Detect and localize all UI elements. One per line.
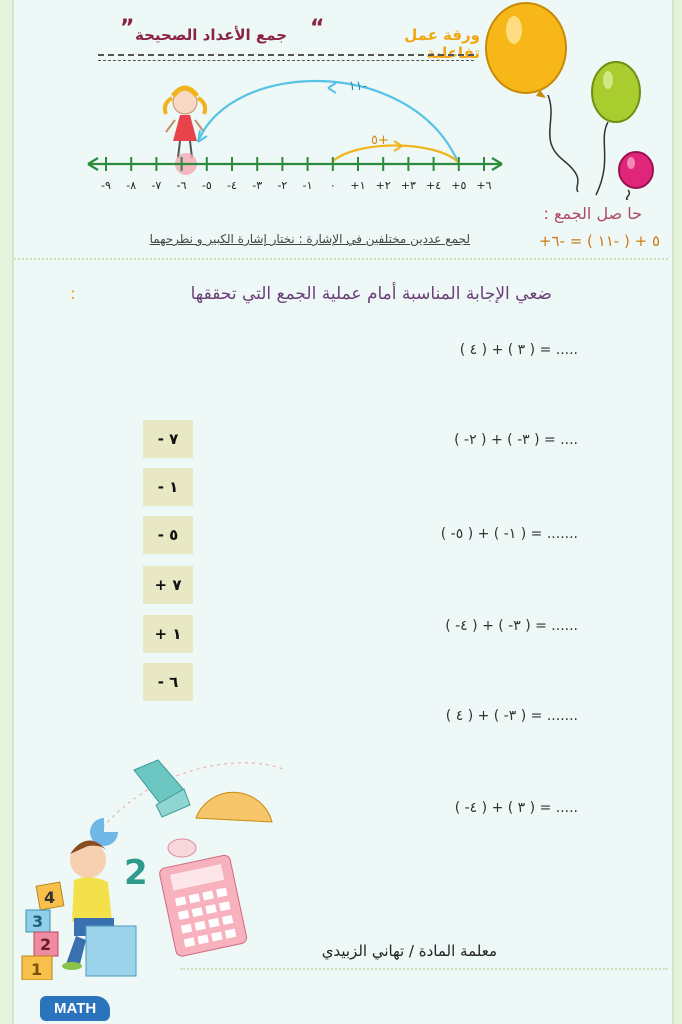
answer-option[interactable]: - ٥ bbox=[143, 516, 193, 554]
svg-text:4: 4 bbox=[44, 888, 56, 907]
axis-tick-label: -٤ bbox=[227, 179, 237, 192]
svg-text:2: 2 bbox=[40, 935, 52, 954]
equation-2: ( -٢ ) + ( -٣ ) = .... bbox=[454, 432, 578, 448]
girl-illustration bbox=[165, 88, 205, 158]
axis-tick-label: -٩ bbox=[101, 179, 111, 192]
section-divider bbox=[14, 258, 668, 260]
balloon-string-pink bbox=[627, 190, 630, 200]
answer-option[interactable]: - ٦ bbox=[143, 663, 193, 701]
number-line bbox=[80, 60, 510, 200]
equation-1: ( ٤ ) + ( ٣ ) = ..... bbox=[459, 342, 578, 358]
math-label: MATH bbox=[40, 996, 110, 1021]
axis-tick-label: +١ bbox=[350, 179, 366, 192]
arc-large-label: -١١ bbox=[348, 79, 368, 94]
number-blocks bbox=[22, 882, 64, 980]
question-heading bbox=[191, 284, 552, 304]
equation-5: ( ٤ ) + ( -٣ ) = ....... bbox=[445, 708, 578, 724]
svg-text:1: 1 bbox=[31, 960, 43, 979]
result-formula: +٥ + ( -١١ ) = -٦ bbox=[538, 232, 660, 250]
balloon-pink bbox=[619, 152, 653, 188]
balloon-string-green bbox=[596, 122, 608, 195]
math-kid-illustration bbox=[16, 750, 306, 980]
axis-tick-label: -٦ bbox=[176, 179, 187, 192]
eraser-icon bbox=[168, 839, 196, 857]
axis-tick-label: +٢ bbox=[375, 179, 391, 192]
answer-option[interactable]: - ١ bbox=[143, 468, 193, 506]
axis-tick-label: +٥ bbox=[451, 179, 467, 192]
equation-6: ( -٤ ) + ( ٣ ) = ..... bbox=[454, 800, 578, 816]
answer-option[interactable]: + ١ bbox=[143, 615, 193, 653]
equation-3: ( -٥ ) + ( -١ ) = ....... bbox=[440, 526, 578, 542]
blue-block bbox=[86, 926, 136, 976]
answer-option[interactable]: - ٧ bbox=[143, 420, 193, 458]
header bbox=[110, 16, 480, 62]
svg-text:3: 3 bbox=[32, 912, 44, 931]
balloon-green bbox=[592, 62, 640, 122]
balloon-string-yellow bbox=[548, 95, 578, 192]
axis-tick-label: ٠ bbox=[329, 179, 336, 192]
result-rule-text: لجمع عددين مختلفين في الإشارة : نختار إشارة الكبير و نطرحهما bbox=[149, 232, 470, 246]
axis-tick-label: -٢ bbox=[277, 179, 288, 192]
axis-tick-label: -٣ bbox=[252, 179, 263, 192]
arc-large bbox=[198, 81, 458, 162]
header-underline bbox=[98, 54, 474, 56]
answer-option[interactable]: + ٧ bbox=[143, 566, 193, 604]
title-part1: ورقة عمل تفاعلية bbox=[404, 26, 480, 62]
arc-small-label: +٥ bbox=[371, 133, 389, 148]
question-text: ضعي الإجابة المناسبة أمام عملية الجمع التي تحققها bbox=[190, 284, 552, 304]
arc-small bbox=[332, 146, 458, 163]
title-part2: جمع الأعداد الصحيحة bbox=[135, 26, 288, 44]
result-title: حا صل الجمع : bbox=[543, 204, 642, 223]
footer-divider bbox=[180, 968, 668, 970]
digit-two-icon: 2 bbox=[124, 853, 148, 893]
teacher-name: معلمة المادة / تهاني الزبيدي bbox=[321, 942, 497, 960]
calculator-icon bbox=[159, 854, 248, 957]
axis-tick-label: -٨ bbox=[126, 179, 137, 192]
axis-tick-label: +٣ bbox=[400, 179, 416, 192]
axis-tick-labels bbox=[101, 179, 492, 192]
open-quote: “ bbox=[310, 16, 325, 41]
protractor-icon bbox=[196, 792, 272, 822]
equation-4: ( -٤ ) + ( -٣ ) = ...... bbox=[445, 618, 578, 634]
axis-tick-label: -١ bbox=[302, 179, 313, 192]
axis-tick-label: -٥ bbox=[201, 179, 212, 192]
axis-tick-label: +٤ bbox=[426, 179, 442, 192]
axis-tick-label: -٧ bbox=[151, 179, 162, 192]
axis-tick-label: +٦ bbox=[476, 179, 492, 192]
arc-large-mid-arrow bbox=[328, 83, 336, 93]
close-quote: ” bbox=[120, 16, 135, 41]
question-colon: : bbox=[70, 284, 76, 304]
